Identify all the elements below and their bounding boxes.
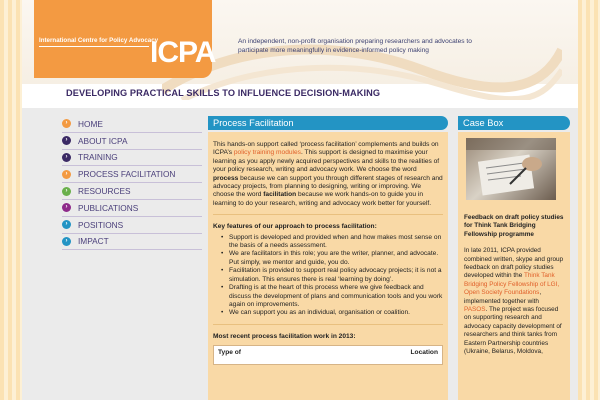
nav-item-about-icpa[interactable] [62, 133, 202, 150]
tagline: An independent, non-profit organisation preparing researchers and advocates to participate more meaningfully in evidence-informed policy making [238, 38, 472, 54]
nav-item-label: ABOUT ICPA [78, 135, 128, 146]
content-area [22, 108, 578, 400]
case-box-title: Feedback on draft policy studies for Think Tank Bridging Fellowship programme [464, 214, 564, 238]
intro-paragraph [213, 141, 443, 208]
nav-item-positions[interactable] [62, 217, 202, 234]
list-item: • Drafting is at the heart of this process where we give feedback and discuss the development of plans and communication tools and you work again on improvements. [221, 284, 443, 309]
nav-item-label: IMPACT [78, 236, 109, 247]
arrow-circle-icon: › [62, 119, 71, 128]
pasos-link[interactable]: PASOS [464, 306, 486, 314]
logo-mark: ICPA [150, 36, 216, 69]
recent-work-heading: Most recent process facilitation work in 2013: [213, 332, 356, 340]
right-stripe-decoration [578, 0, 600, 400]
arrow-circle-icon: › [62, 187, 71, 196]
list-item: • Facilitation is provided to support real policy advocacy projects; it is not a simulation. This ensures there is real ‘learning by doing’. [221, 267, 443, 284]
arrow-circle-icon: › [62, 203, 71, 212]
intro-text-4: because we work hands-on to guide you in learning to do your research, writing and advocacy work better for yourself. [213, 191, 432, 207]
table-col-location: Location [410, 349, 438, 357]
arrow-circle-icon: › [62, 136, 71, 145]
case-text-1: In late 2011, ICPA provided combined written, skype and group feedback on draft policy studies developed within the [464, 247, 564, 280]
left-stripe-decoration [0, 0, 22, 400]
divider [213, 324, 443, 325]
site-header [22, 0, 578, 84]
table-col-type: Type of [218, 349, 241, 357]
policy-training-modules-link[interactable]: policy training modules [233, 149, 301, 157]
process-facilitation-panel [208, 132, 448, 400]
list-item: • Support is developed and provided when and how makes most sense on the basis of a needs assessment. [221, 234, 443, 251]
logo-divider [39, 46, 149, 47]
case-text-3: . The project was focused on supporting research and advocacy capacity development of researchers and think tanks from Eastern Partnership countries (Ukraine, Belarus, Moldova, [464, 306, 562, 356]
nav-item-label: TRAINING [78, 152, 118, 163]
nav-item-training[interactable] [62, 150, 202, 167]
nav-item-label: POSITIONS [78, 219, 124, 230]
intro-bold-process: process [213, 174, 239, 182]
intro-text-1: This hands-on support called ‘process facilitation’ complements and builds on ICPA’s [213, 141, 439, 157]
page-title: DEVELOPING PRACTICAL SKILLS TO INFLUENCE DECISION-MAKING [66, 88, 381, 98]
nav-item-impact[interactable] [62, 234, 202, 251]
main-nav [62, 116, 202, 250]
case-box-panel [458, 132, 570, 400]
list-item: • We are facilitators in this role; you are the writer, planner, and advocate. Put simply, we mentor and guide, you do. [221, 250, 443, 267]
logo[interactable] [34, 0, 216, 78]
case-text-2: , implemented together with [464, 289, 542, 305]
intro-bold-facilitation: facilitation [263, 191, 297, 199]
arrow-circle-icon: › [62, 153, 71, 162]
nav-item-resources[interactable] [62, 183, 202, 200]
arrow-circle-icon: › [62, 170, 71, 179]
key-features-heading: Key features of our approach to process facilitation: [213, 223, 377, 231]
nav-item-home[interactable] [62, 116, 202, 133]
nav-item-process-facilitation[interactable] [62, 166, 202, 183]
nav-item-label: PROCESS FACILITATION [78, 169, 176, 180]
page [22, 0, 578, 400]
process-facilitation-heading: Process Facilitation [208, 116, 448, 130]
list-item: • We can support you as an individual, organisation or coalition. [221, 309, 443, 317]
recent-work-table [213, 345, 443, 365]
nav-item-label: RESOURCES [78, 186, 131, 197]
intro-text-2: . This support is designed to maximise your learning as you apply newly acquired perspectives and skills to the realities of your policy research, writing and advocacy work. We choose the word [213, 149, 440, 174]
think-tank-fellowship-link[interactable]: Think Tank Bridging Policy Fellowship of LGI, Open Society Foundations [464, 272, 560, 297]
arrow-circle-icon: › [62, 220, 71, 229]
divider [213, 214, 443, 215]
case-box-heading: Case Box [458, 116, 570, 130]
nav-item-publications[interactable] [62, 200, 202, 217]
intro-text-3: because we can support you through different stages of research and advocacy projects, from planning to designing, writing or improving. We choose the word [213, 174, 443, 199]
arrow-circle-icon: › [62, 237, 71, 246]
nav-item-label: HOME [78, 118, 103, 129]
nav-item-label: PUBLICATIONS [78, 202, 139, 213]
logo-org-name: International Centre for Policy Advocacy [39, 37, 159, 44]
key-features-list [213, 234, 443, 318]
case-box-photo [466, 138, 556, 200]
case-box-text [464, 247, 564, 356]
